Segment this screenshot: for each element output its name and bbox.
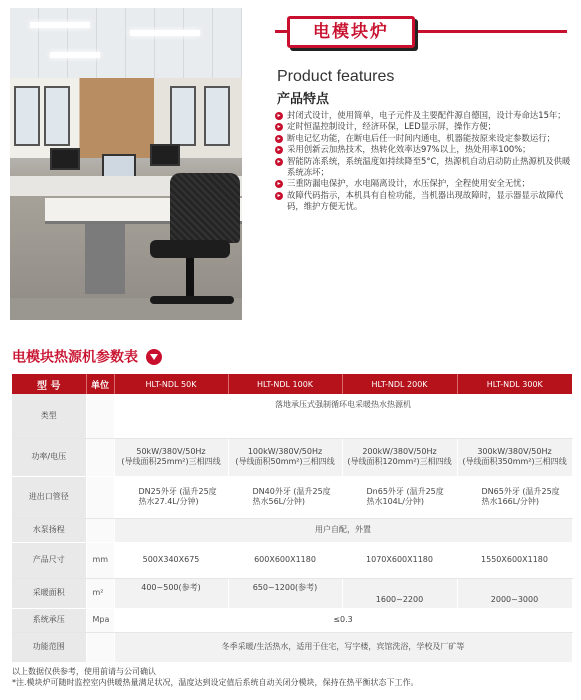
feature-text: 三重防漏电保护，水电隔离设计，水压保护，全程使用安全无忧；	[287, 178, 530, 189]
photo-light	[130, 30, 200, 36]
feature-text: 定时恒温控制设计，经济环保，LED显示屏，操作方便；	[287, 121, 497, 132]
row-unit	[86, 518, 114, 542]
photo-window	[170, 86, 196, 146]
table-cell: 650~1200(参考)	[228, 578, 342, 608]
photo-light	[50, 52, 100, 58]
photo-light	[30, 22, 90, 28]
footnotes	[12, 666, 419, 688]
row-label: 采暖面积	[12, 578, 86, 608]
row-label: 功能范围	[12, 632, 86, 662]
bullet-icon: ▸	[275, 192, 283, 200]
product-title-banner	[275, 14, 567, 48]
table-cell: 1550X600X1180	[457, 542, 572, 578]
row-unit: m²	[86, 578, 114, 608]
header-model: 型 号	[12, 374, 86, 394]
photo-window	[204, 86, 230, 146]
table-cell: DN65外牙 (温升25度 热水166L/分钟)	[457, 476, 572, 518]
product-title-box	[287, 16, 415, 48]
table-cell: 1600~2200	[342, 578, 457, 608]
feature-item	[275, 190, 575, 213]
table-row	[12, 394, 572, 438]
header-model-name: HLT-NDL 100K	[228, 374, 342, 394]
bullet-icon: ▸	[275, 158, 283, 166]
row-unit: Mpa	[86, 608, 114, 632]
table-cell: 500X340X675	[114, 542, 228, 578]
row-unit	[86, 476, 114, 518]
photo-chair-stem	[186, 258, 194, 298]
photo-window	[14, 86, 40, 146]
photo-chair-base	[150, 296, 234, 304]
features-heading-cn: 产品特点	[277, 92, 330, 107]
chevron-down-icon	[146, 349, 162, 365]
table-heading	[12, 346, 162, 366]
merged-cell: 用户自配，外置	[114, 518, 572, 542]
office-photo	[10, 8, 242, 320]
note-line: 以上数据仅供参考，使用前请与公司确认	[12, 667, 156, 676]
photo-monitor	[150, 144, 180, 166]
table-cell: 50kW/380V/50Hz (导线面积25mm²)三相四线	[114, 438, 228, 476]
table-row	[12, 608, 572, 632]
feature-item	[275, 133, 575, 144]
table-cell: 300kW/380V/50Hz (导线面积350mm²)三相四线	[457, 438, 572, 476]
photo-chair	[170, 173, 240, 243]
photo-ceiling	[10, 8, 242, 78]
header-unit: 单位	[86, 374, 114, 394]
bullet-icon: ▸	[275, 146, 283, 154]
spec-table	[12, 374, 573, 663]
row-label: 功率/电压	[12, 438, 86, 476]
row-label: 进出口管径	[12, 476, 86, 518]
bullet-icon: ▸	[275, 135, 283, 143]
bullet-icon: ▸	[275, 123, 283, 131]
feature-item	[275, 121, 575, 132]
feature-text: 断电记忆功能，在断电后任一时间内通电，机器能按原来设定参数运行；	[287, 132, 555, 143]
header-model-name: HLT-NDL 50K	[114, 374, 228, 394]
row-label: 类型	[12, 394, 86, 438]
feature-item	[275, 156, 575, 179]
merged-cell: 冬季采暖/生活热水，适用于住宅，写字楼，宾馆洗浴，学校及厂矿等	[114, 632, 572, 662]
row-unit	[86, 394, 114, 438]
merged-cell: 落地承压式强制循环电采暖热水热源机	[114, 394, 572, 438]
feature-item	[275, 178, 575, 189]
table-row	[12, 518, 572, 542]
table-title: 电模块热源机参数表	[12, 349, 138, 366]
table-row	[12, 542, 572, 578]
row-unit	[86, 632, 114, 662]
table-header-row	[12, 374, 572, 394]
product-title: 电模块炉	[313, 22, 389, 42]
header-model-name: HLT-NDL 200K	[342, 374, 457, 394]
row-unit	[86, 438, 114, 476]
feature-item	[275, 110, 575, 121]
table-row	[12, 632, 572, 662]
table-row	[12, 438, 572, 476]
photo-chair-seat	[150, 240, 230, 258]
table-cell: 100kW/380V/50Hz (导线面积50mm²)三相四线	[228, 438, 342, 476]
row-label: 水泵扬程	[12, 518, 86, 542]
feature-text: 智能防冻系统，系统温度如持续降至5°C，热源机自动启动防止热源机及供暖系统冻坏；	[287, 155, 571, 178]
merged-cell: ≤0.3	[114, 608, 572, 632]
feature-text: 故障代码指示，本机具有自检功能，当机器出现故障时，显示器显示故障代码，维护方便无忧。	[287, 189, 564, 212]
features-list	[275, 110, 575, 213]
table-row	[12, 476, 572, 518]
photo-monitor	[50, 148, 80, 170]
row-label: 产品尺寸	[12, 542, 86, 578]
table-cell: DN25外牙 (温升25度 热水27.4L/分钟)	[114, 476, 228, 518]
table-cell: 200kW/380V/50Hz (导线面积120mm²)三相四线	[342, 438, 457, 476]
table-cell: 1070X600X1180	[342, 542, 457, 578]
photo-cabinet	[85, 224, 125, 294]
feature-text: 封闭式设计，使用简单，电子元件及主要配件源自德国，设计寿命达15年；	[287, 110, 566, 120]
header-model-name: HLT-NDL 300K	[457, 374, 572, 394]
table-cell: 600X600X1180	[228, 542, 342, 578]
feature-item	[275, 144, 575, 155]
bullet-icon: ▸	[275, 112, 283, 120]
table-cell: DN40外牙 (温升25度 热水56L/分钟)	[228, 476, 342, 518]
row-unit: mm	[86, 542, 114, 578]
table-cell: 2000~3000	[457, 578, 572, 608]
feature-text: 采用创新云加热技术，热转化效率达97%以上，热处用率100%；	[287, 144, 531, 155]
table-cell: 400~500(参考)	[114, 578, 228, 608]
features-heading-en: Product features	[277, 68, 395, 85]
photo-monitor	[102, 154, 136, 178]
table-cell: Dn65外牙 (温升25度 热水104L/分钟)	[342, 476, 457, 518]
note-line: *注.模块炉可随时监控室内供暖热量满足状况，温度达到设定值后系统自动关闭分模块，保持在热平衡状态下工作。	[12, 678, 419, 687]
photo-window	[44, 86, 70, 146]
bullet-icon: ▸	[275, 180, 283, 188]
table-row	[12, 578, 572, 608]
row-label: 系统承压	[12, 608, 86, 632]
